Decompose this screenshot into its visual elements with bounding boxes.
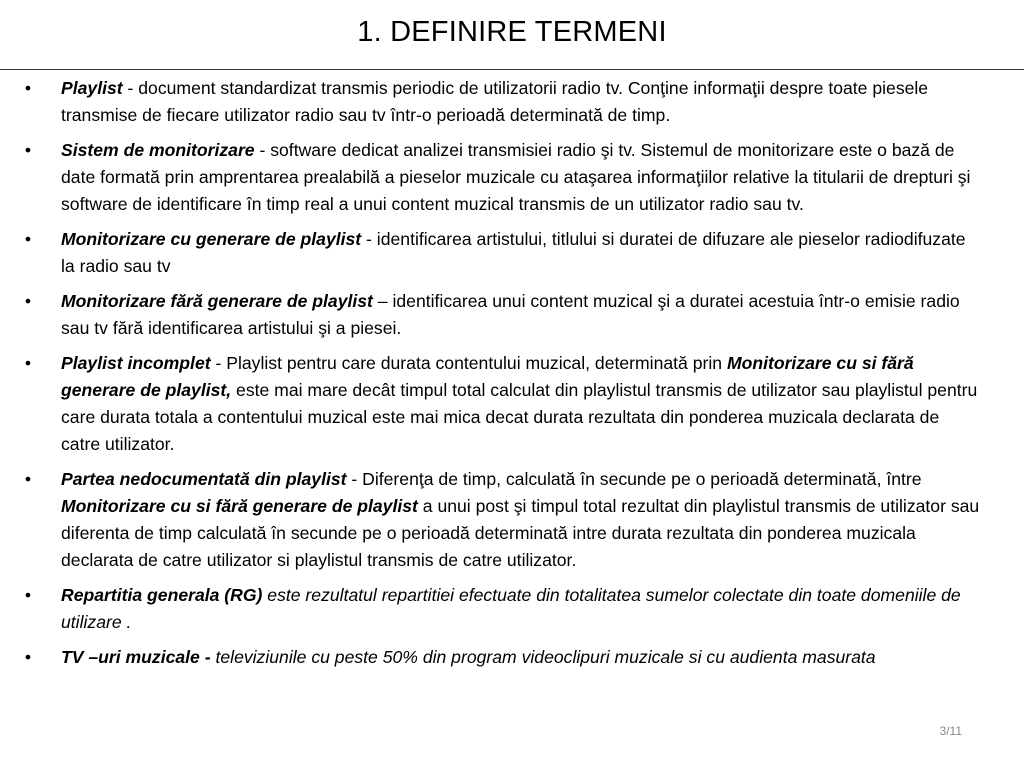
term-name: TV –uri muzicale - — [61, 647, 216, 667]
bullet-icon: • — [24, 291, 32, 311]
term-definition: este mai mare decât timpul total calculat din playlistul transmis de utilizator sau playlistul pentru care durata totala a contentului muzical este mai mica decat durata rezultata din ponderea muzicala declarata de catre utilizator. — [61, 380, 978, 454]
definition-item — [21, 466, 981, 574]
term-name: Monitorizare cu si fără generare de playlist, — [61, 353, 914, 400]
term-name: Sistem de monitorizare — [61, 140, 255, 160]
page-number: 3/11 — [939, 724, 962, 738]
term-name: Playlist incomplet — [61, 353, 211, 373]
bullet-icon: • — [24, 229, 32, 249]
term-definition: - identificarea artistului, titlului si duratei de difuzare ale pieselor radiodifuzate la radio sau tv — [61, 229, 966, 276]
term-definition: – identificarea unui content muzical şi a duratei acestuia într-o emisie radio sau tv fără identificarea artistului şi a piesei. — [61, 291, 960, 338]
term-name: Monitorizare cu generare de playlist — [61, 229, 362, 249]
slide-title: 1. DEFINIRE TERMENI — [357, 16, 667, 48]
term-definition: televiziunile cu peste 50% din program videoclipuri muzicale si cu audienta masurata — [215, 647, 876, 667]
bullet-icon: • — [24, 78, 32, 98]
term-name: Partea nedocumentată din playlist — [61, 469, 347, 489]
term-definition: - Playlist pentru care durata contentului muzical, determinată prin — [210, 353, 727, 373]
term-definition: - software dedicat analizei transmisiei radio şi tv. Sistemul de monitorizare este o bază de date formată prin amprentarea prealabilă a pieselor muzicale cu ataşarea informaţiilor relative la titularii de drepturi şi software de identificare în timp real a unui content muzical transmis de un utilizator radio sau tv. — [61, 140, 971, 214]
term-definition: este rezultatul repartitiei efectuate din totalitatea sumelor colectate din toate domeniile de utilizare . — [61, 585, 961, 632]
term-name: Monitorizare cu si fără generare de playlist — [61, 496, 418, 516]
definition-item — [21, 226, 981, 280]
title-divider — [0, 69, 1024, 70]
term-definition: - Diferenţa de timp, calculată în secunde pe o perioadă determinată, între — [346, 469, 922, 489]
definition-item — [21, 350, 981, 458]
term-name: Repartitia generala (RG) — [61, 585, 263, 605]
bullet-icon: • — [24, 647, 32, 667]
definitions-list — [21, 75, 981, 679]
term-name: Monitorizare fără generare de playlist — [61, 291, 373, 311]
term-definition: a unui post şi timpul total rezultat din playlistul transmis de utilizator sau diferenta de timp calculată în secunde pe o perioadă determinată intre durata rezultata din ponderea muzicala declarata de catre utilizator si playlistul transmis de catre utilizator. — [61, 496, 980, 570]
bullet-icon: • — [24, 353, 32, 373]
term-definition: - document standardizat transmis periodic de utilizatorii radio tv. Conţine informaţii despre toate piesele transmise de fiecare utilizator radio sau tv într-o perioadă determinată de timp. — [61, 78, 929, 125]
bullet-icon: • — [24, 140, 32, 160]
definition-item — [21, 644, 981, 671]
definition-item — [21, 288, 981, 342]
bullet-icon: • — [24, 469, 32, 489]
definition-item — [21, 582, 981, 636]
definition-item — [21, 137, 981, 218]
bullet-icon: • — [24, 585, 32, 605]
definition-item — [21, 75, 981, 129]
term-name: Playlist — [61, 78, 123, 98]
